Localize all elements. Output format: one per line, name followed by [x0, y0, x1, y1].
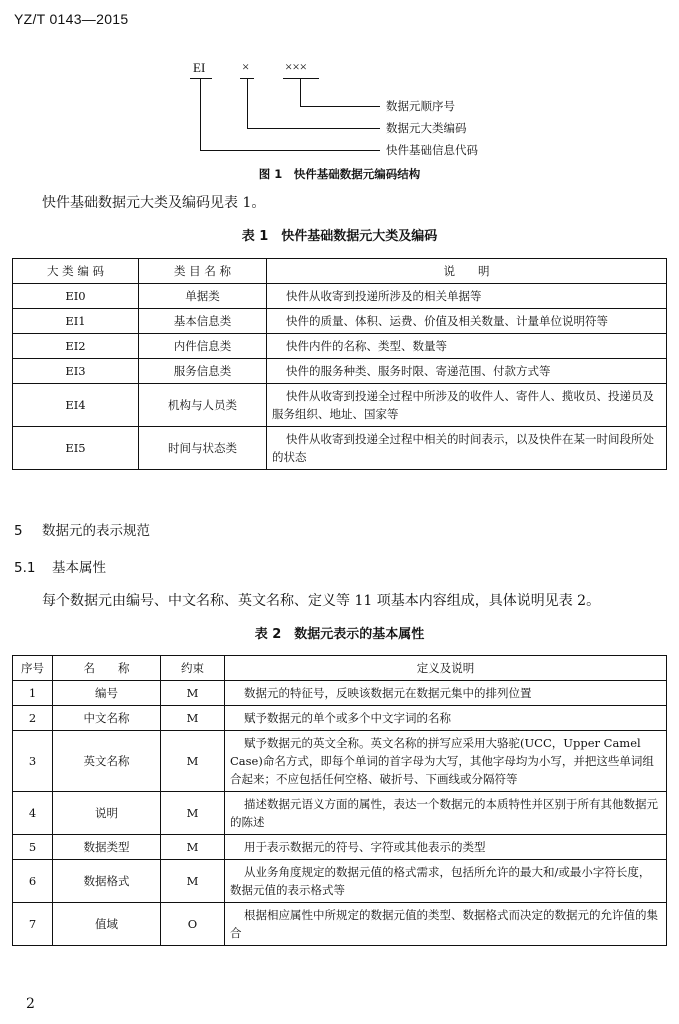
attr-desc: 赋予数据元的单个或多个中文字词的名称 [225, 706, 667, 731]
table-row [13, 860, 667, 903]
attr-name: 数据格式 [53, 860, 161, 903]
underline-sequence [283, 78, 319, 79]
attr-desc: 根据相应属性中所规定的数据元值的类型、数据格式而决定的数据元的允许值的集合 [225, 903, 667, 946]
table1-header: 说 明 [267, 259, 667, 284]
connector-ei-h [200, 150, 380, 151]
table-row [13, 731, 667, 792]
category-code: EI4 [13, 384, 139, 427]
attr-desc: 数据元的特征号，反映该数据元在数据元集中的排列位置 [225, 681, 667, 706]
table1-caption: 表 1 快件基础数据元大类及编码 [241, 229, 438, 244]
table-row [13, 835, 667, 860]
connector-sequence-v [300, 78, 301, 107]
table-row [13, 681, 667, 706]
attr-no: 5 [13, 835, 53, 860]
table2-header: 定义及说明 [225, 656, 667, 681]
attr-name: 中文名称 [53, 706, 161, 731]
attr-no: 1 [13, 681, 53, 706]
connector-class-v [247, 78, 248, 129]
attr-desc: 从业务角度规定的数据元值的格式需求，包括所允许的最大和/或最小字符长度，数据元值的表示格式等 [225, 860, 667, 903]
table2-header: 约束 [161, 656, 225, 681]
category-code: EI1 [13, 309, 139, 334]
table-row [13, 427, 667, 470]
intro-paragraph: 快件基础数据元大类及编码见表 1。 [42, 195, 266, 211]
attr-desc: 赋予数据元的英文全称。英文名称的拼写应采用大骆驼(UCC，Upper Camel Case)命名方式，即每个单词的首字母为大写，其他字母均为小写，并把这些单词组合起来；不应包括任何空格、破折号、下画线或分隔符等 [225, 731, 667, 792]
attr-no: 7 [13, 903, 53, 946]
attr-constraint: M [161, 860, 225, 903]
category-desc: 快件的服务种类、服务时限、寄递范围、付款方式等 [267, 359, 667, 384]
table1 [12, 258, 667, 470]
code-ei: EI [193, 60, 206, 75]
category-code: EI3 [13, 359, 139, 384]
table2-header: 名 称 [53, 656, 161, 681]
table-row [13, 359, 667, 384]
attr-constraint: M [161, 706, 225, 731]
label-ei: 快件基础信息代码 [386, 143, 478, 157]
section-5-heading [14, 519, 150, 539]
category-name: 单据类 [139, 284, 267, 309]
attr-name: 说明 [53, 792, 161, 835]
table-row [13, 309, 667, 334]
attr-constraint: O [161, 903, 225, 946]
section-number: 5 [14, 523, 23, 539]
category-code: EI2 [13, 334, 139, 359]
table2-caption: 表 2 数据元表示的基本属性 [254, 627, 425, 642]
category-desc: 快件的质量、体积、运费、价值及相关数量、计量单位说明符等 [267, 309, 667, 334]
table2-header: 序号 [13, 656, 53, 681]
category-name: 时间与状态类 [139, 427, 267, 470]
category-code: EI0 [13, 284, 139, 309]
attr-no: 4 [13, 792, 53, 835]
attr-desc: 描述数据元语义方面的属性，表达一个数据元的本质特性并区别于所有其他数据元的陈述 [225, 792, 667, 835]
table-row [13, 903, 667, 946]
standard-number: YZ/T 0143—2015 [14, 11, 129, 27]
connector-class-h [247, 128, 380, 129]
attr-constraint: M [161, 792, 225, 835]
section-title: 基本属性 [52, 560, 106, 576]
label-class: 数据元大类编码 [386, 121, 467, 135]
attr-desc: 用于表示数据元的符号、字符或其他表示的类型 [225, 835, 667, 860]
code-structure-figure [0, 56, 679, 176]
attr-constraint: M [161, 681, 225, 706]
table1-header: 类 目 名 称 [139, 259, 267, 284]
table2-header-row [13, 656, 667, 681]
underline-ei [190, 78, 212, 79]
connector-sequence-h [300, 106, 380, 107]
table-row [13, 284, 667, 309]
table-row [13, 384, 667, 427]
category-desc: 快件从收寄到投递全过程中相关的时间表示，以及快件在某一时间段所处的状态 [267, 427, 667, 470]
category-desc: 快件从收寄到投递所涉及的相关单据等 [267, 284, 667, 309]
code-class: × [242, 59, 250, 74]
attr-name: 值域 [53, 903, 161, 946]
category-name: 机构与人员类 [139, 384, 267, 427]
attr-name: 编号 [53, 681, 161, 706]
section-number: 5.1 [14, 560, 36, 576]
figure-caption: 图 1 快件基础数据元编码结构 [258, 167, 421, 181]
table-row [13, 792, 667, 835]
section-5-1-heading [14, 556, 106, 576]
category-name: 基本信息类 [139, 309, 267, 334]
connector-ei-v [200, 78, 201, 151]
category-code: EI5 [13, 427, 139, 470]
code-sequence: ××× [285, 59, 307, 74]
table2 [12, 655, 667, 946]
attr-no: 2 [13, 706, 53, 731]
table-row [13, 334, 667, 359]
attr-name: 英文名称 [53, 731, 161, 792]
table1-header-row [13, 259, 667, 284]
table-row [13, 706, 667, 731]
attr-no: 3 [13, 731, 53, 792]
page-number: 2 [26, 996, 35, 1012]
attr-name: 数据类型 [53, 835, 161, 860]
category-name: 服务信息类 [139, 359, 267, 384]
label-sequence: 数据元顺序号 [386, 99, 455, 113]
category-name: 内件信息类 [139, 334, 267, 359]
attr-constraint: M [161, 835, 225, 860]
section-title: 数据元的表示规范 [42, 523, 150, 539]
attr-constraint: M [161, 731, 225, 792]
section-5-1-paragraph: 每个数据元由编号、中文名称、英文名称、定义等 11 项基本内容组成，具体说明见表 2。 [42, 593, 601, 609]
category-desc: 快件从收寄到投递全过程中所涉及的收件人、寄件人、揽收员、投递员及服务组织、地址、国家等 [267, 384, 667, 427]
category-desc: 快件内件的名称、类型、数量等 [267, 334, 667, 359]
table1-header: 大 类 编 码 [13, 259, 139, 284]
attr-no: 6 [13, 860, 53, 903]
